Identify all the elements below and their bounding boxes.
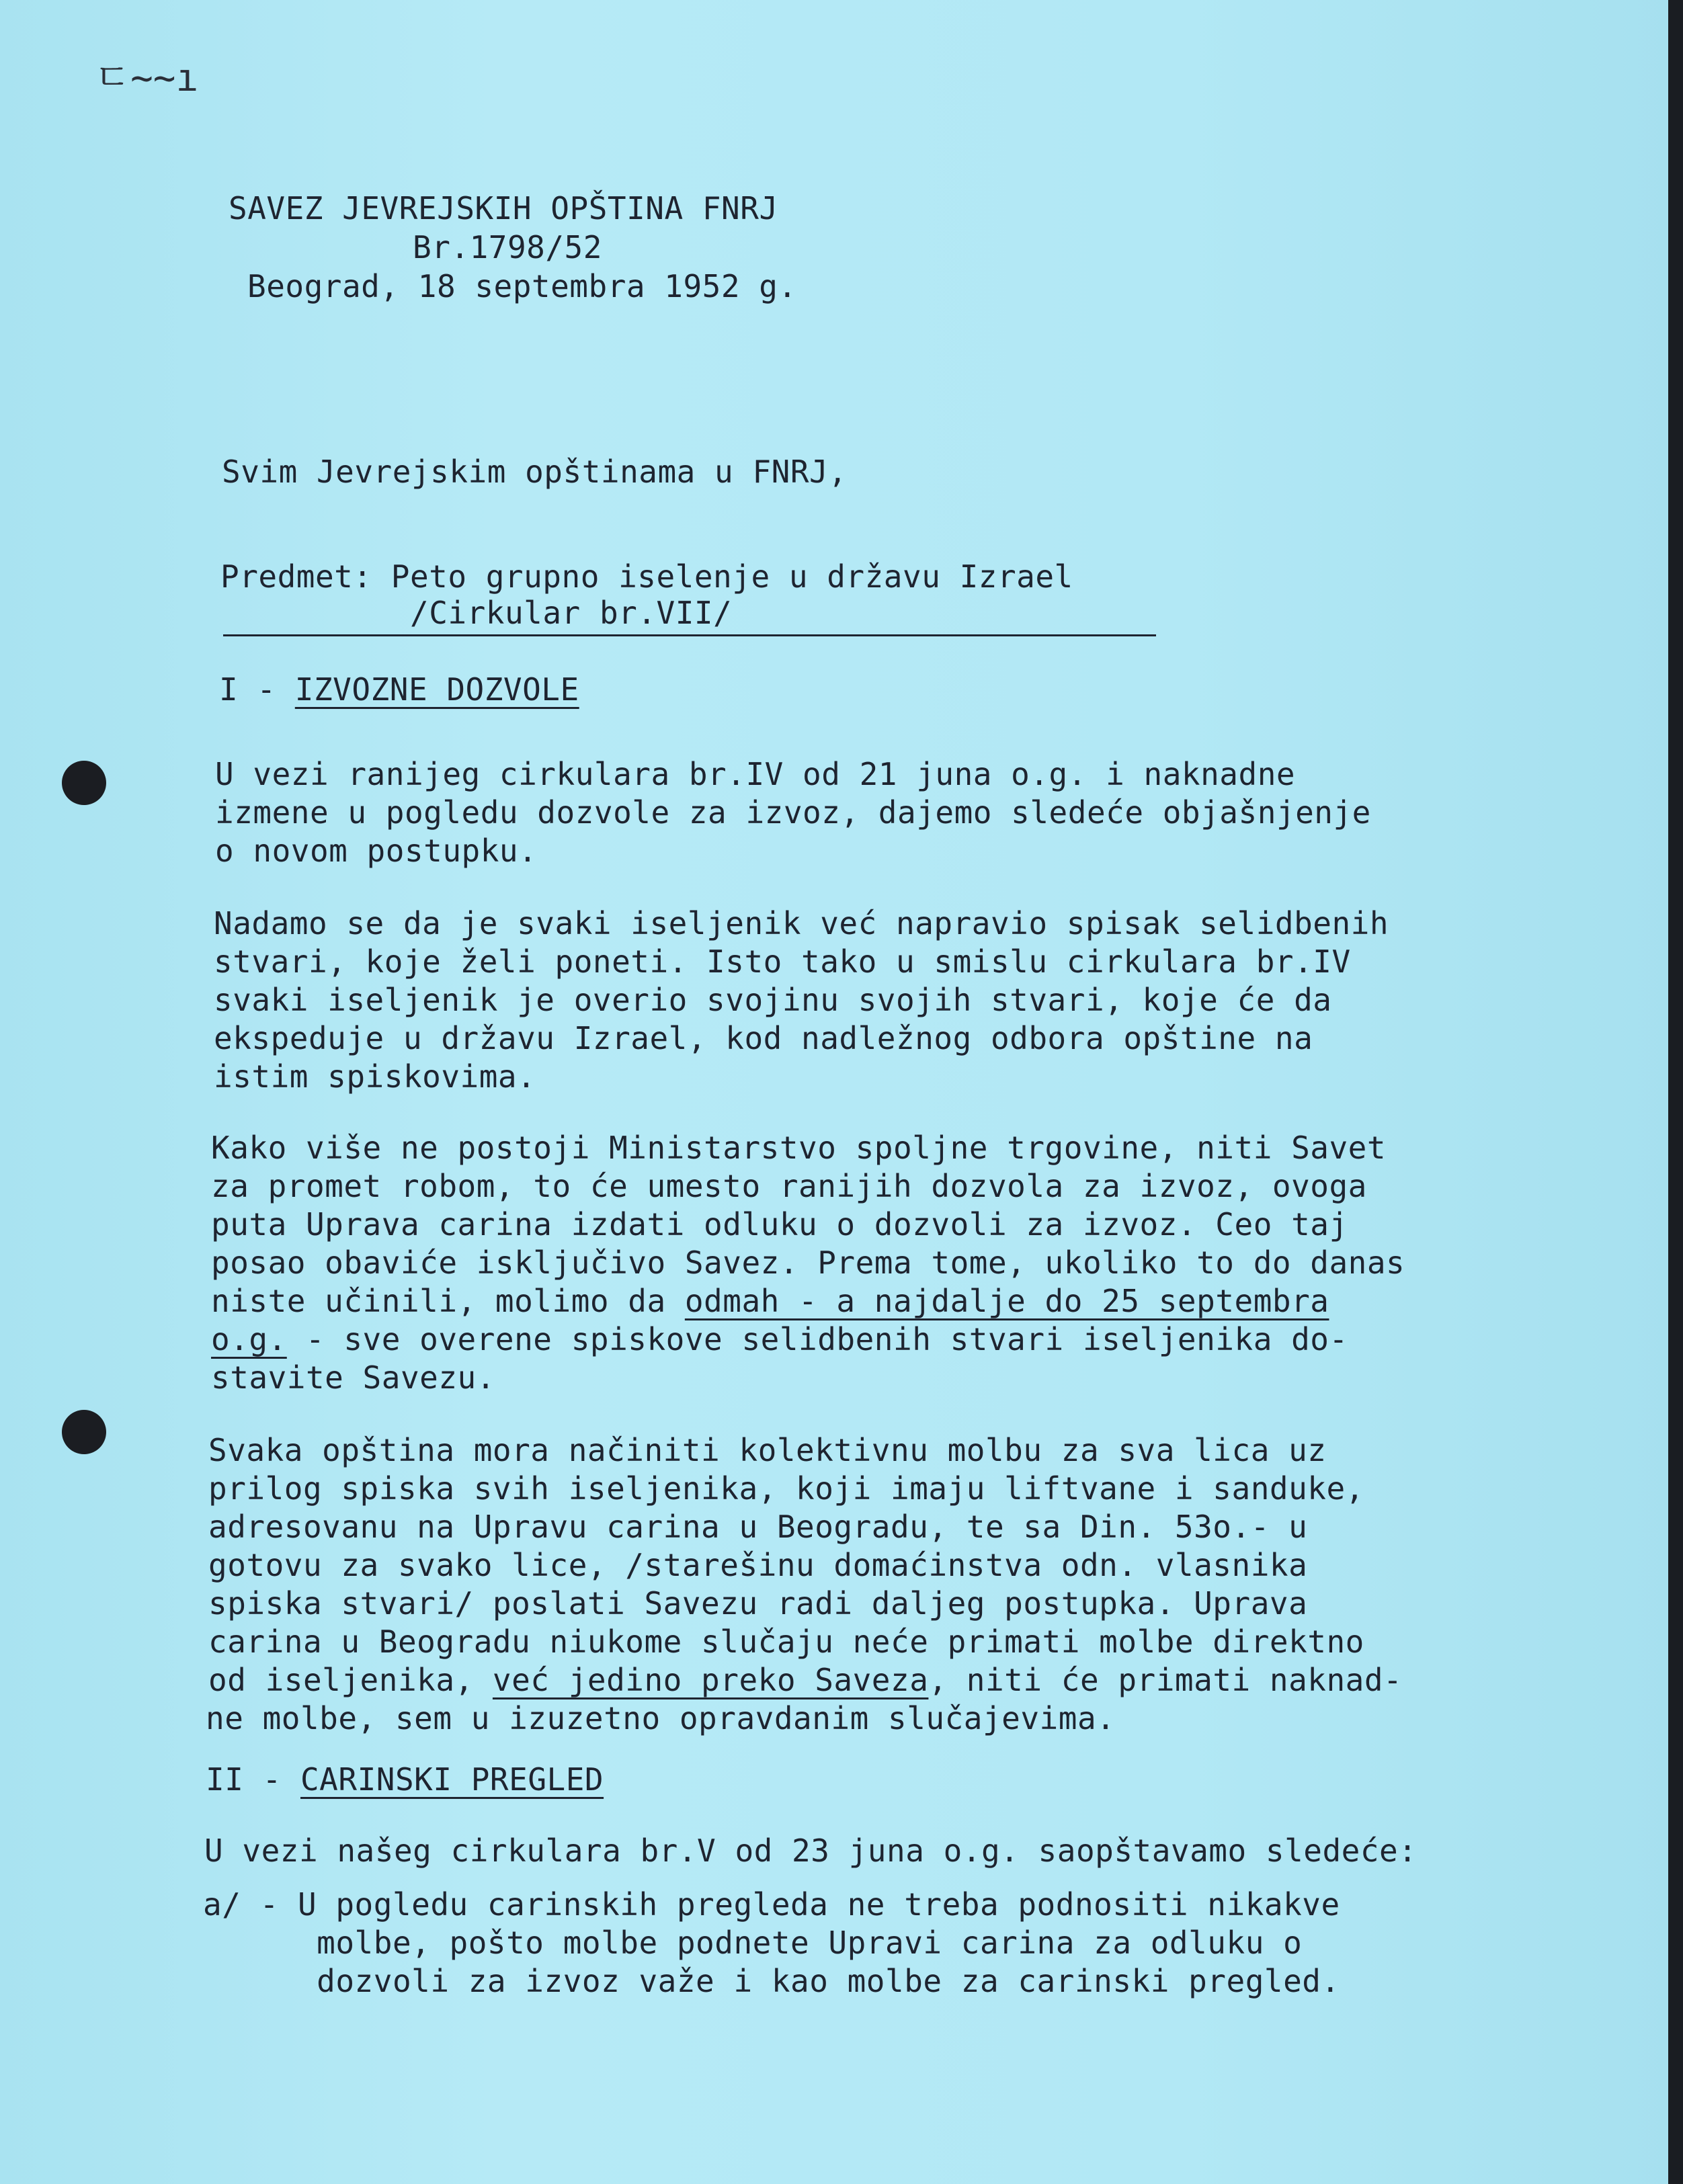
paragraph-4-line-4: gotovu za svako lice, /starešinu domaćinstva odn. vlasnika (208, 1547, 1308, 1583)
place-date: Beograd, 18 septembra 1952 g. (247, 268, 797, 304)
paragraph-4-line-3: adresovanu na Upravu carina u Beogradu, te sa Din. 53o.- u (208, 1509, 1308, 1545)
paragraph-4-line-7-text: od iseljenika, (208, 1662, 493, 1698)
item-a-line-2: molbe, pošto molbe podnete Upravi carina za odluku o (203, 1925, 1303, 1961)
section-2-heading (206, 1761, 604, 1799)
addressee: Svim Jevrejskim opštinama u FNRJ, (222, 454, 848, 490)
corner-mark: ㄷ~~ı (94, 56, 199, 100)
paragraph-3-line-5 (211, 1282, 1329, 1320)
paragraph-3-line-1: Kako više ne postoji Ministarstvo spoljne trgovine, niti Savet (211, 1130, 1387, 1166)
punch-hole-top (62, 761, 106, 805)
paragraph-2-line-3: svaki iseljenik je overio svojinu svojih stvari, koje će da (214, 982, 1332, 1018)
subject-circular: /Cirkular br.VII/ (410, 595, 733, 631)
section-1-title: IZVOZNE DOZVOLE (294, 671, 579, 708)
paragraph-3-line-6 (211, 1320, 1348, 1359)
section-1-number: I - (219, 671, 295, 708)
item-a-line-1: a/ - U pogledu carinskih pregleda ne treba podnositi nikakve (203, 1886, 1340, 1923)
paragraph-4-line-6: carina u Beogradu niukome slučaju neće primati molbe direktno (208, 1624, 1364, 1660)
paragraph-4-line-1: Svaka opština mora načiniti kolektivnu molbu za sva lica uz (208, 1432, 1327, 1468)
section-2-title: CARINSKI PREGLED (300, 1761, 604, 1798)
paragraph-3-line-2: za promet robom, to će umesto ranijih dozvola za izvoz, ovoga (211, 1168, 1367, 1204)
scan-edge (1668, 0, 1683, 2184)
paragraph-2-line-4: ekspeduje u državu Izrael, kod nadležnog odbora opštine na (214, 1020, 1313, 1056)
subject-line: Predmet: Peto grupno iselenje u državu Izrael (220, 558, 1073, 595)
section-1-heading (219, 671, 579, 709)
organization-name: SAVEZ JEVREJSKIH OPŠTINA FNRJ (229, 190, 778, 226)
paragraph-2-line-1: Nadamo se da je svaki iseljenik već napravio spisak selidbenih (214, 905, 1389, 941)
item-a-line-3: dozvoli za izvoz važe i kao molbe za carinski pregled. (203, 1963, 1340, 1999)
section-2-intro: U vezi našeg cirkulara br.V od 23 juna o.g. saopštavamo sledeće: (204, 1833, 1418, 1869)
paragraph-3-line-7: stavite Savezu. (211, 1359, 495, 1396)
paragraph-1-line-2: izmene u pogledu dozvole za izvoz, dajemo sledeće objašnjenje (215, 794, 1371, 831)
punch-hole-bottom (62, 1410, 106, 1454)
paragraph-2-line-5: istim spiskovima. (214, 1058, 536, 1095)
paragraph-4-line-2: prilog spiska svih iseljenika, koji imaju liftvane i sanduke, (208, 1470, 1364, 1507)
section-2-number: II - (206, 1761, 300, 1798)
paragraph-4-line-8: ne molbe, sem u izuzetno opravdanim slučajevima. (206, 1700, 1116, 1736)
document-number: Br.1798/52 (413, 229, 602, 265)
paragraph-4-line-5: spiska stvari/ poslati Savezu radi daljeg postupka. Uprava (208, 1585, 1308, 1622)
paragraph-4-line-7-tail: , niti će primati naknad- (928, 1662, 1403, 1698)
paragraph-1-line-3: o novom postupku. (215, 833, 538, 869)
paragraph-4-line-7 (208, 1661, 1402, 1699)
deadline-emphasis-og: o.g. (211, 1321, 287, 1357)
paragraph-3-line-4: posao obaviće isključivo Savez. Prema tome, ukoliko to do danas (211, 1245, 1405, 1281)
deadline-emphasis: odmah - a najdalje do 25 septembra (684, 1283, 1329, 1319)
paragraph-1-line-1: U vezi ranijeg cirkulara br.IV od 21 juna o.g. i naknadne (215, 756, 1296, 792)
subject-underline (223, 634, 1156, 636)
paragraph-3-line-3: puta Uprava carina izdati odluku o dozvoli za izvoz. Ceo taj (211, 1206, 1348, 1243)
paragraph-3-line-5-text: niste učinili, molimo da (211, 1283, 685, 1319)
only-via-savez-emphasis: već jedino preko Saveza (492, 1662, 929, 1698)
paragraph-2-line-2: stvari, koje želi poneti. Isto tako u smislu cirkulara br.IV (214, 943, 1351, 980)
paragraph-3-line-6-text: - sve overene spiskove selidbenih stvari iseljenika do- (286, 1321, 1348, 1357)
